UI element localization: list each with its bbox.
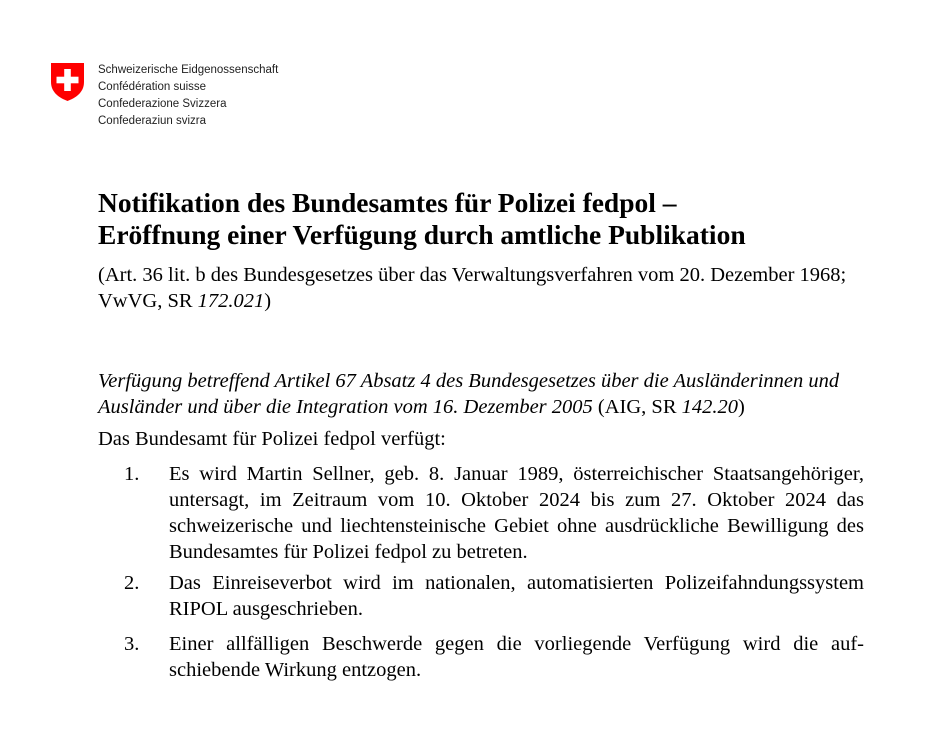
list-item-text: Es wird Martin Sellner, geb. 8. Januar 1989, österreichischer Staatsangehöriger, untersagt, im Zeitraum vom 10. Oktober 2024 bis zum 27. Oktober 2024 das schweizerische und liechtensteinische Gebiet ohne ausdrückliche Bewilligung des Bundesamtes für Polizei fedpol zu betreten. xyxy=(169,463,864,563)
list-item-number: 1. xyxy=(124,463,140,485)
agency-name-block xyxy=(98,62,278,130)
decision-subject-text: Verfügung betreffend Artikel 67 Absatz 4 des Bundesgesetzes über die Ausländerinnen und Ausländer und über die Integration vom 16. Dezember 2005 xyxy=(98,370,840,418)
agency-line-rm: Confederaziun svizra xyxy=(98,115,207,127)
decree-intro: Das Bundesamt für Polizei fedpol verfügt: xyxy=(98,428,446,450)
agency-line-fr: Confédération suisse xyxy=(98,81,207,93)
title-line-1: Notifikation des Bundesamtes für Polizei fedpol – xyxy=(98,187,677,218)
list-item xyxy=(124,570,864,622)
swiss-coat-of-arms-icon xyxy=(49,62,86,102)
legal-basis-close: ) xyxy=(264,290,272,312)
list-item-text: Das Einreiseverbot wird im nationalen, automatisierten Polizeifahndungssystem RIPOL ausgeschrieben. xyxy=(169,572,864,620)
agency-line-it: Confederazione Svizzera xyxy=(98,98,227,110)
list-item xyxy=(124,631,864,683)
cross-horizontal xyxy=(57,77,79,84)
list-item-text: Einer allfälligen Beschwerde gegen die vorliegende Verfügung wird die aufschiebende Wirkung entzogen. xyxy=(169,633,864,681)
decision-subject-ref: (AIG, SR xyxy=(592,396,682,418)
legal-basis-sr-number: 172.021 xyxy=(197,290,265,312)
decision-subject xyxy=(98,368,864,420)
decision-subject-close: ) xyxy=(738,396,745,418)
title-line-2: Eröffnung einer Verfügung durch amtliche Publikation xyxy=(98,219,746,250)
decision-subject-sr-number: 142.20 xyxy=(681,396,738,418)
legal-basis xyxy=(98,262,864,314)
document-title xyxy=(98,187,746,251)
list-item-number: 3. xyxy=(124,633,140,655)
list-item-number: 2. xyxy=(124,572,140,594)
list-item xyxy=(124,461,864,565)
agency-line-de: Schweizerische Eidgenossenschaft xyxy=(98,64,279,76)
legal-basis-text: (Art. 36 lit. b des Bundesgesetzes über das Verwaltungsverfahren vom 20. Dezember 1968; VwVG, SR xyxy=(98,264,847,312)
